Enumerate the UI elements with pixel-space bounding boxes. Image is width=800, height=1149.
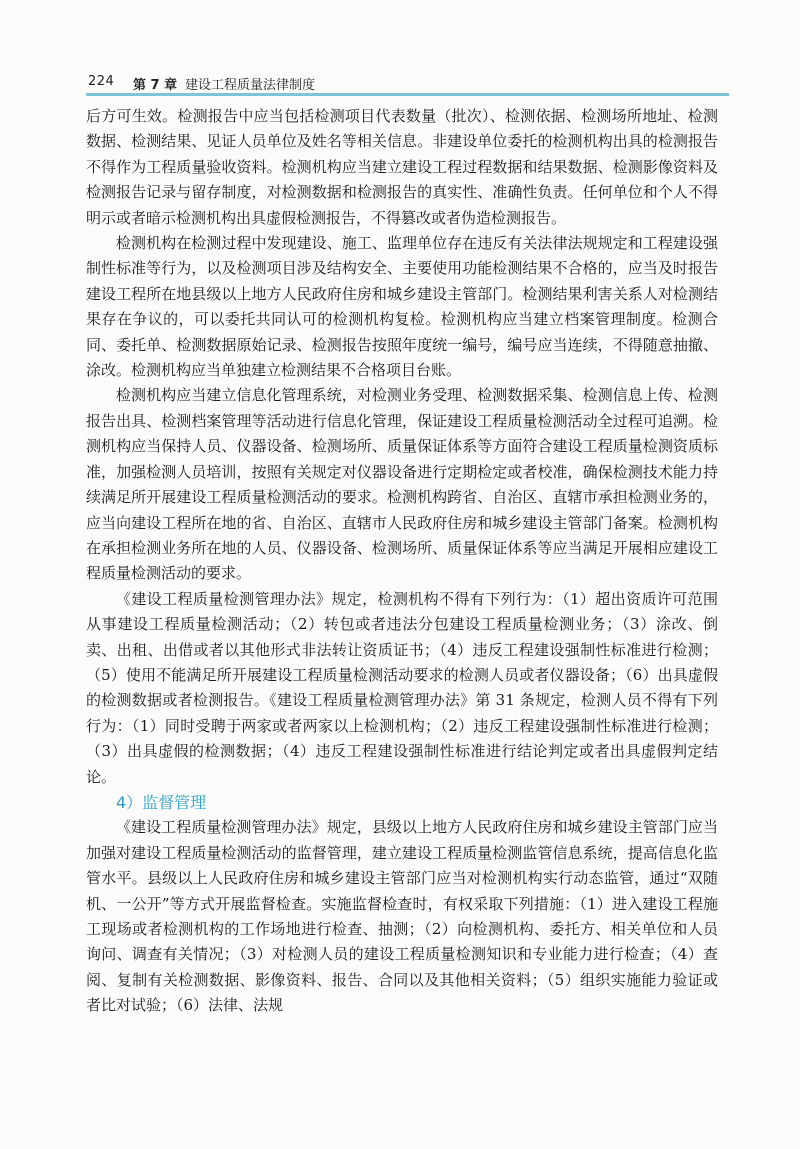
section-subheading: 4）监督管理 xyxy=(116,792,207,812)
paragraph: 后方可生效。检测报告中应当包括检测项目代表数量（批次）、检测依据、检测场所地址、检测数据、检测结果、见证人员单位及姓名等相关信息。非建设单位委托的检测机构出具的检测报告不得作为工程质量验收资料。检测机构应当建立建设工程过程数据和结果数据、检测影像资料及检测报告记录与留存制度，对检测数据和检测报告的真实性、准确性负责。任何单位和个人不得明示或者暗示检测机构出具虚假检测报告，不得篡改或者伪造检测报告。 xyxy=(86,107,718,227)
chapter-title: 建设工程质量法律制度 xyxy=(185,78,316,93)
paragraph: 《建设工程质量检测管理办法》规定，县级以上地方人民政府住房和城乡建设主管部门应当加强对建设工程质量检测活动的监督管理，建立建设工程质量检测监管信息系统，提高信息化监管水平。县级以上人民政府住房和城乡建设主管部门应当对检测机构实行动态监管，通过“双随机、一公开”等方式开展监督检查。实施监督检查时，有权采取下列措施：（1）进入建设工程施工现场或者检测机构的工作场地进行检查、抽测；（2）向检测机构、委托方、相关单位和人员询问、调查有关情况；（3）对检测人员的建设工程质量检测知识和专业能力进行检查；（4）查阅、复制有关检测数据、影像资料、报告、合同以及其他相关资料；（5）组织实施能力验证或者比对试验；（6）法律、法规 xyxy=(86,818,718,1015)
page-body xyxy=(86,104,718,1019)
paragraph: 《建设工程质量检测管理办法》规定，检测机构不得有下列行为：（1）超出资质许可范围从事建设工程质量检测活动；（2）转包或者违法分包建设工程质量检测业务；（3）涂改、倒卖、出租、出借或者以其他形式非法转让资质证书；（4）违反工程建设强制性标准进行检测；（5）使用不能满足所开展建设工程质量检测活动要求的检测人员或者仪器设备；（6）出具虚假的检测数据或者检测报告。《建设工程质量检测管理办法》第 31 条规定，检测人员不得有下列行为：（1）同时受聘于两家或者两家以上检测机构；（2）违反工程建设强制性标准进行检测；（3）出具虚假的检测数据；（4）违反工程建设强制性标准进行结论判定或者出具虚假判定结论。 xyxy=(86,589,718,786)
paragraph: 检测机构在检测过程中发现建设、施工、监理单位存在违反有关法律法规规定和工程建设强制性标准等行为，以及检测项目涉及结构安全、主要使用功能检测结果不合格的，应当及时报告建设工程所在地县级以上地方人民政府住房和城乡建设主管部门。检测结果利害关系人对检测结果存在争议的，可以委托共同认可的检测机构复检。检测机构应当建立档案管理制度。检测合同、委托单、检测数据原始记录、检测报告按照年度统一编号，编号应当连续，不得随意抽撤、涂改。检测机构应当单独建立检测结果不合格项目台账。 xyxy=(86,234,718,380)
paragraph: 检测机构应当建立信息化管理系统，对检测业务受理、检测数据采集、检测信息上传、检测报告出具、检测档案管理等活动进行信息化管理，保证建设工程质量检测活动全过程可追溯。检测机构应当保持人员、仪器设备、检测场所、质量保证体系等方面符合建设工程质量检测资质标准，加强检测人员培训，按照有关规定对仪器设备进行定期检定或者校准，确保检测技术能力持续满足所开展建设工程质量检测活动的要求。检测机构跨省、自治区、直辖市承担检测业务的，应当向建设工程所在地的省、自治区、直辖市人民政府住房和城乡建设主管部门备案。检测机构在承担检测业务所在地的人员、仪器设备、检测场所、质量保证体系等应当满足开展相应建设工程质量检测活动的要求。 xyxy=(86,386,718,583)
chapter-label: 第 7 章 xyxy=(133,78,178,93)
running-header xyxy=(86,70,729,92)
header-rule xyxy=(86,93,729,96)
page-number: 224 xyxy=(88,74,115,89)
